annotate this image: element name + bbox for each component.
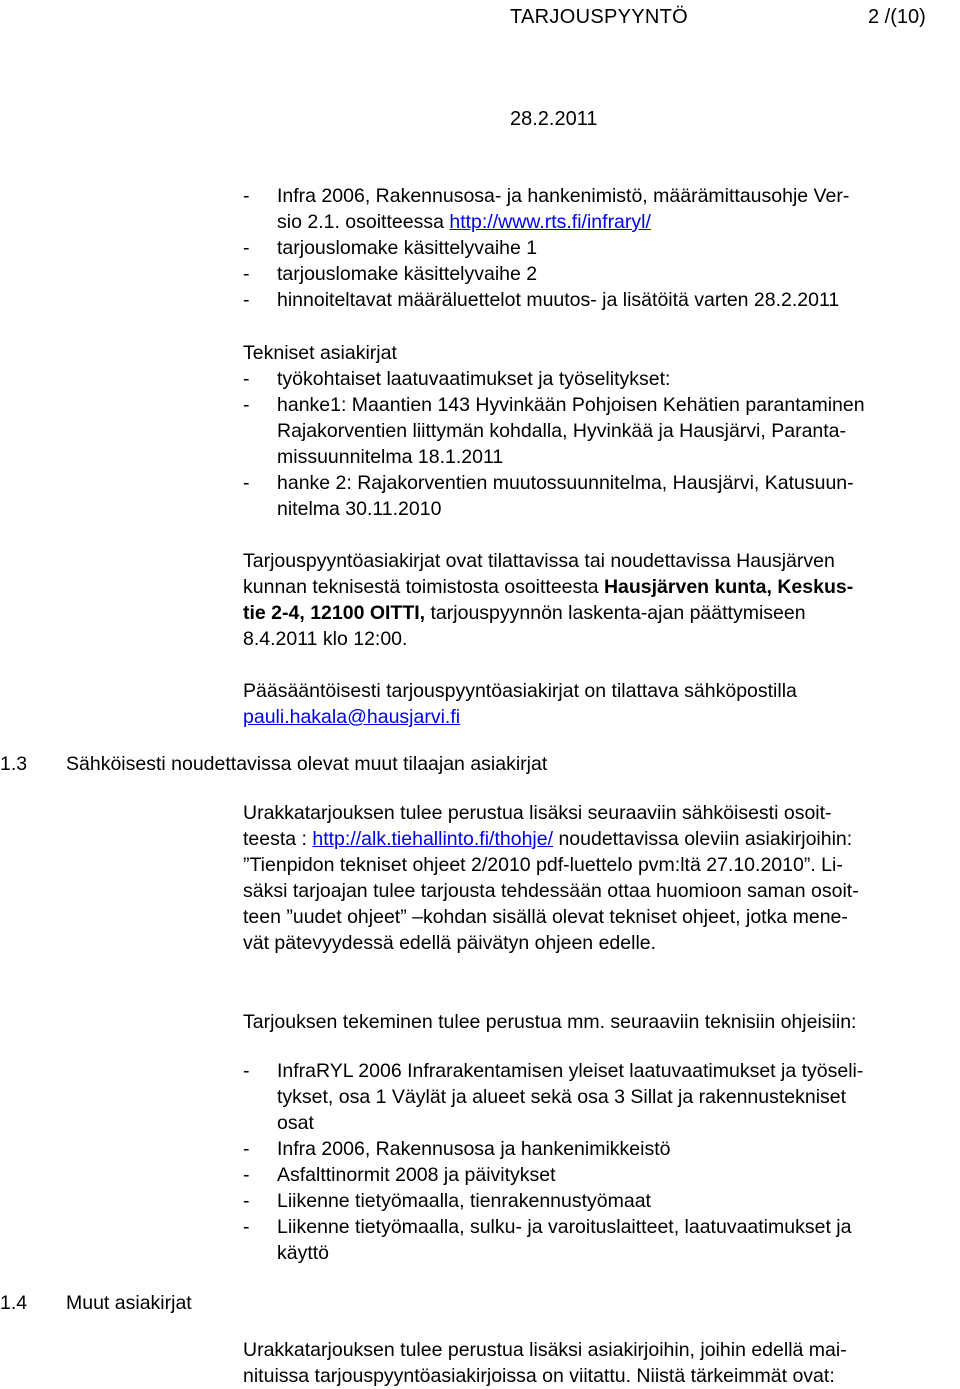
list-item: - Liikenne tietyömaalla, sulku- ja varoituslaitteet, laatuvaatimukset ja bbox=[243, 1216, 852, 1238]
section-paragraph: vät pätevyydessä edellä päivätyn ohjeen edelle. bbox=[243, 932, 657, 954]
list-item: - hanke 2: Rajakorventien muutossuunnitelma, Hausjärvi, Katusuun- bbox=[243, 472, 854, 494]
section-title: Muut asiakirjat bbox=[66, 1292, 192, 1314]
availability-paragraph: kunnan teknisestä toimistosta osoitteesta Hausjärven kunta, Keskus- bbox=[243, 576, 854, 598]
document-title: TARJOUSPYYNTÖ bbox=[510, 6, 688, 28]
infraryl-link[interactable]: http://www.rts.fi/infraryl/ bbox=[449, 211, 651, 233]
list-item: - Infra 2006, Rakennusosa- ja hankenimistö, määrämittausohje Ver- bbox=[243, 185, 850, 207]
email-paragraph bbox=[243, 704, 460, 730]
list-item-continuation: missuunnitelma 18.1.2011 bbox=[277, 446, 504, 468]
list-item-continuation: osat bbox=[277, 1112, 314, 1134]
list-item-continuation: tykset, osa 1 Väylät ja alueet sekä osa 3 Sillat ja rakennustekniset bbox=[277, 1086, 847, 1108]
list-item: - tarjouslomake käsittelyvaihe 2 bbox=[243, 263, 538, 285]
section-paragraph: ”Tienpidon tekniset ohjeet 2/2010 pdf-luettelo pvm:ltä 27.10.2010”. Li- bbox=[243, 854, 843, 876]
section-number: 1.3 bbox=[0, 753, 28, 775]
tiehallinto-link[interactable]: http://alk.tiehallinto.fi/thohje/ bbox=[312, 828, 554, 850]
list-item-continuation: sio 2.1. osoitteessa http://www.rts.fi/infraryl/ bbox=[277, 211, 651, 233]
list-item: - InfraRYL 2006 Infrarakentamisen yleiset laatuvaatimukset ja työseli- bbox=[243, 1060, 864, 1082]
list-item-continuation: Rajakorventien liittymän kohdalla, Hyvinkää ja Hausjärvi, Paranta- bbox=[277, 420, 847, 442]
list-item: - Liikenne tietyömaalla, tienrakennustyömaat bbox=[243, 1190, 651, 1212]
availability-paragraph: Tarjouspyyntöasiakirjat ovat tilattavissa tai noudettavissa Hausjärven bbox=[243, 550, 835, 572]
section-title: Sähköisesti noudettavissa olevat muut tilaajan asiakirjat bbox=[66, 753, 548, 775]
list-item: - Infra 2006, Rakennusosa ja hankenimikkeistö bbox=[243, 1138, 671, 1160]
page-number: 2 /(10) bbox=[868, 6, 926, 28]
email-paragraph: Pääsääntöisesti tarjouspyyntöasiakirjat on tilattava sähköpostilla bbox=[243, 680, 797, 702]
tech-docs-heading: Tekniset asiakirjat bbox=[243, 342, 397, 364]
document-date: 28.2.2011 bbox=[510, 108, 598, 130]
list-item: - hinnoiteltavat määräluettelot muutos- ja lisätöitä varten 28.2.2011 bbox=[243, 289, 840, 311]
section-number: 1.4 bbox=[0, 1292, 28, 1314]
section-paragraph: nituissa tarjouspyyntöasiakirjoissa on viitattu. Niistä tärkeimmät ovat: bbox=[243, 1365, 835, 1387]
guidelines-intro: Tarjouksen tekeminen tulee perustua mm. seuraaviin teknisiin ohjeisiin: bbox=[243, 1011, 857, 1033]
availability-paragraph: tie 2-4, 12100 OITTI, tarjouspyynnön laskenta-ajan päättymiseen bbox=[243, 602, 806, 624]
section-paragraph: Urakkatarjouksen tulee perustua lisäksi asiakirjoihin, joihin edellä mai- bbox=[243, 1339, 847, 1361]
list-item-continuation: nitelma 30.11.2010 bbox=[277, 498, 442, 520]
email-link[interactable]: pauli.hakala@hausjarvi.fi bbox=[243, 706, 461, 728]
list-item: - Asfalttinormit 2008 ja päivitykset bbox=[243, 1164, 556, 1186]
list-item: - työkohtaiset laatuvaatimukset ja työselitykset: bbox=[243, 368, 671, 390]
section-paragraph: Urakkatarjouksen tulee perustua lisäksi seuraaviin sähköisesti osoit- bbox=[243, 802, 832, 824]
section-paragraph: teesta : http://alk.tiehallinto.fi/thohje/ noudettavissa oleviin asiakirjoihin: bbox=[243, 828, 853, 850]
section-paragraph: teen ”uudet ohjeet” –kohdan sisällä olevat tekniset ohjeet, jotka mene- bbox=[243, 906, 848, 928]
availability-paragraph: 8.4.2011 klo 12:00. bbox=[243, 628, 408, 650]
list-item: - tarjouslomake käsittelyvaihe 1 bbox=[243, 237, 538, 259]
section-paragraph: säksi tarjoajan tulee tarjousta tehdessään ottaa huomioon saman osoit- bbox=[243, 880, 859, 902]
list-item: - hanke1: Maantien 143 Hyvinkään Pohjoisen Kehätien parantaminen bbox=[243, 394, 865, 416]
list-item-continuation: käyttö bbox=[277, 1242, 330, 1264]
